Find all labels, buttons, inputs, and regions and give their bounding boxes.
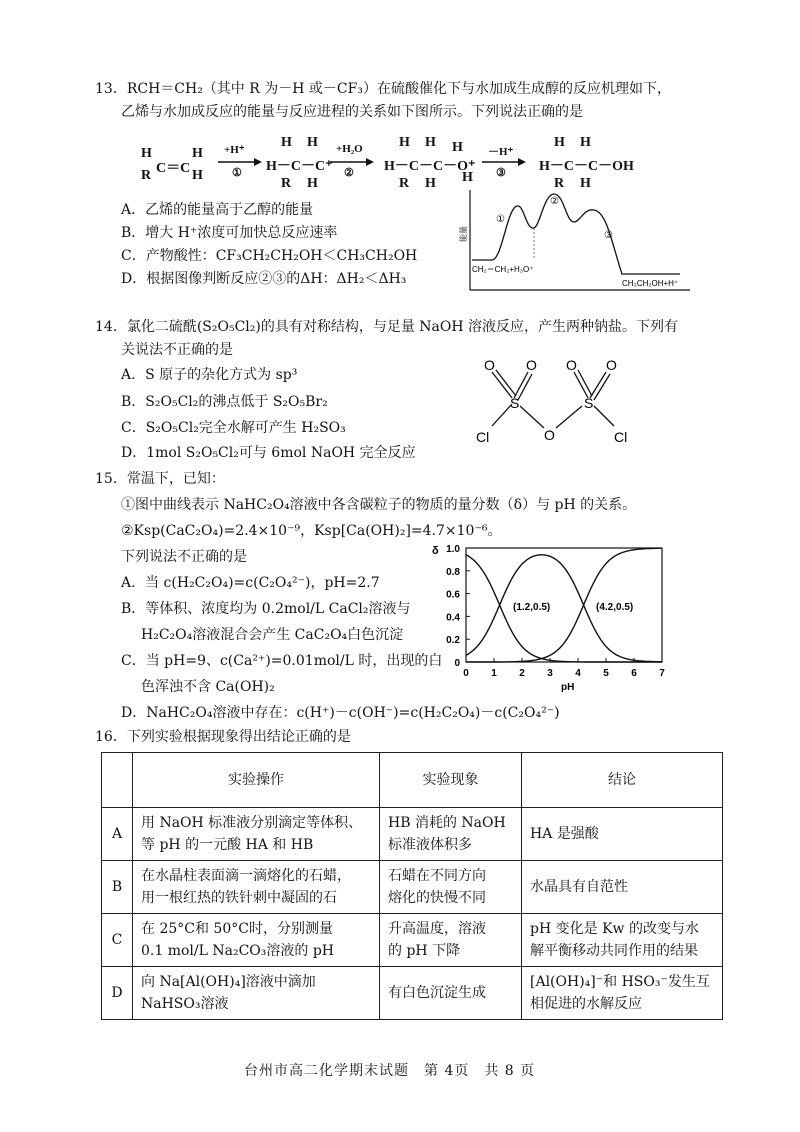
arrow2-step: ② [344,167,354,179]
table-header-row [102,753,723,808]
q16-stem: 16．下列实验根据现象得出结论正确的是 [95,729,351,745]
row-conclusion-line: HA 是强酸 [530,826,599,842]
row-label: D [102,967,133,1020]
struct-o4: O [606,357,617,373]
row-conclusion-line: 水晶具有自范性 [530,879,628,895]
x-tick-label: 7 [659,668,665,679]
energy-profile-chart [459,188,694,296]
row-observation-line: 有白色沉淀生成 [388,985,486,1001]
mech3-h-top2: H [425,135,436,150]
q15-option-a: A．当 c(H₂C₂O₄)=c(C₂O₄²⁻)，pH=2.7 [121,575,380,591]
mech-carbocation: H－C－C⁺ [266,159,333,174]
q13-option-c: C．产物酸性：CF₃CH₂CH₂OH＜CH₃CH₂OH [121,248,418,264]
struct-o3: O [566,357,577,373]
struct-s2: S [584,395,594,411]
mech-h3: H [192,168,203,183]
experiment-table [101,752,723,1020]
arrow2-icon [330,158,374,166]
annotation-pka1: (1.2,0.5) [513,602,551,613]
y-tick-label: 0 [454,658,460,669]
table-header-operation: 实验操作 [133,753,380,808]
q15-stem-line2: ①图中曲线表示 NaHC₂O₄溶液中各含碳粒子的物质的量分数（δ）与 pH 的关系。 [121,497,637,513]
row-observation [380,808,522,861]
y-tick-label: 0.2 [446,635,460,647]
table-header-blank [102,753,133,808]
x-tick-label: 1 [491,668,497,679]
row-observation [380,861,522,914]
energy-step3-label: ③ [604,230,613,241]
mech2-h-top2: H [307,135,318,150]
q14-stem-line1: 14．氯化二硫酰(S₂O₅Cl₂)的具有对称结构，与足量 NaOH 溶液反应，产生两种钠盐。下列有 [95,319,679,335]
row-observation-line: 标准液体积多 [388,837,472,853]
q15-option-c-line1: C．当 pH=9、c(Ca²⁺)=0.01mol/L 时，出现的白 [121,653,443,669]
q15-option-c-line2: 色浑浊不含 Ca(OH)₂ [141,679,275,695]
row-conclusion-line: pH 变化是 Kw 的改变与水 [530,921,699,937]
q13-stem-line2: 乙烯与水加成反应的能量与反应进程的关系如下图所示。下列说法正确的是 [121,104,583,120]
y-tick-label: 0.8 [446,566,460,578]
mech3-h-o1: H [452,140,463,155]
row-operation [133,861,380,914]
row-operation [133,808,380,861]
row-conclusion-line: 相促进的水解反应 [530,996,642,1012]
row-operation-line: 用 NaOH 标准液分别滴定等体积、 [141,815,363,831]
mech4-h-bot: H [580,176,591,191]
energy-y-label: 能量 [459,226,468,242]
row-observation-line: 熔化的快慢不同 [388,890,486,906]
chart-x-label: pH [561,682,575,693]
row-observation [380,967,522,1020]
arrow3-step: ③ [496,167,506,179]
q13-option-b: B．增大 H⁺浓度可加快总反应速率 [121,225,338,241]
mech3-h-top1: H [399,135,410,150]
table-row [102,914,723,967]
row-observation-line: 石蜡在不同方向 [388,868,486,884]
row-label: A [102,808,133,861]
mech3-h-bot: H [425,176,436,191]
arrow1-step: ① [232,167,242,179]
table-row [102,861,723,914]
struct-o1: O [484,357,495,373]
arrow3-reagent: －H⁺ [488,146,514,158]
mech-r: R [141,168,152,183]
row-operation-line: 0.1 mol/L Na₂CO₃溶液的 pH [141,943,334,959]
struct-cl1: Cl [476,429,490,445]
x-tick-label: 3 [547,668,553,679]
row-operation-line: 在水晶柱表面滴一滴熔化的石蜡， [141,868,351,884]
table-header-conclusion: 结论 [522,753,723,808]
struct-s1: S [510,395,520,411]
struct-o2: O [526,357,537,373]
x-tick-label: 5 [603,668,609,679]
x-tick-label: 0 [463,668,469,679]
table-header-observation: 实验现象 [380,753,522,808]
q14-option-c: C．S₂O₅Cl₂完全水解可产生 H₂SO₃ [121,420,346,436]
annotation-pka2: (4.2,0.5) [596,602,634,613]
mech-alcohol: H－C－C－OH [539,159,634,174]
mech-h: H [141,146,152,161]
row-observation-line: HB 消耗的 NaOH [388,815,506,831]
row-observation-line: 升高温度，溶液 [388,921,486,937]
energy-step1-label: ① [496,214,505,225]
row-operation-line: 等 pH 的一元酸 HA 和 HB [141,837,314,853]
mech4-h-top2: H [580,135,591,150]
row-operation-line: 在 25°C和 50°C时，分别测量 [141,921,333,937]
mech3-h-o2: H [462,170,473,185]
table-row [102,808,723,861]
mech4-r: R [554,176,565,191]
q15-stem-line4: 下列说法不正确的是 [121,549,247,565]
row-conclusion [522,967,723,1020]
mech2-r: R [281,176,292,191]
row-operation-line: 向 Na[Al(OH)₄]溶液中滴加 [141,974,316,990]
row-operation-line: NaHSO₃溶液 [141,996,229,1012]
s2o5cl2-structure [462,352,652,448]
y-tick-label: 1.0 [446,544,460,555]
x-tick-label: 4 [575,668,581,679]
arrow1-icon [218,158,262,166]
row-label: B [102,861,133,914]
energy-curve [472,194,680,274]
row-label: C [102,914,133,967]
mech2-h-top1: H [281,135,292,150]
row-operation [133,967,380,1020]
q13-stem-line1: 13．RCH＝CH₂（其中 R 为－H 或－CF₃）在硫酸催化下与水加成生成醇的反应机理如下， [95,81,671,97]
q15-option-b-line1: B．等体积、浓度均为 0.2mol/L CaCl₂溶液与 [121,601,411,617]
q13-option-a: A．乙烯的能量高于乙醇的能量 [121,202,314,218]
q15-option-b-line2: H₂C₂O₄溶液混合会产生 CaC₂O₄白色沉淀 [141,627,404,643]
y-tick-label: 0.6 [446,589,460,601]
row-conclusion [522,914,723,967]
arrow2-reagent: +H₂O [336,143,363,155]
mech-oxonium: H－C－C－O⁺ [384,159,476,174]
row-observation [380,914,522,967]
row-conclusion-line: [Al(OH)₄]⁻和 HSO₃⁻发生互 [530,974,710,990]
species-distribution-chart [428,540,678,694]
row-observation-line: 的 pH 下降 [388,943,461,959]
arrow1-reagent: +H⁺ [224,144,245,156]
table-row [102,967,723,1020]
q14-option-a: A．S 原子的杂化方式为 sp³ [121,367,298,383]
q13-option-d: D．根据图像判断反应②③的ΔH：ΔH₂＜ΔH₃ [121,271,407,287]
row-conclusion-line: 解平衡移动共同作用的结果 [530,943,698,959]
energy-step2-label: ② [550,196,559,207]
q14-option-d: D．1mol S₂O₅Cl₂可与 6mol NaOH 完全反应 [121,445,416,461]
struct-cl2: Cl [614,429,628,445]
row-operation [133,914,380,967]
q15-stem-line1: 15．常温下，已知： [95,471,225,487]
mech3-r: R [399,176,410,191]
chart-y-label: δ [432,545,439,557]
q15-stem-line3: ②Ksp(CaC₂O₄)=2.4×10⁻⁹，Ksp[Ca(OH)₂]=4.7×10⁻⁶。 [121,523,502,539]
q15-option-d: D．NaHC₂O₄溶液中存在：c(H⁺)－c(OH⁻)=c(H₂C₂O₄)－c(C₂O₄²⁻) [121,705,560,721]
mech4-h-top1: H [554,135,565,150]
x-tick-label: 6 [631,668,637,679]
q14-stem-line2: 关说法不正确的是 [121,342,233,358]
mech-h2: H [192,146,203,161]
q14-option-b: B．S₂O₅Cl₂的沸点低于 S₂O₅Br₂ [121,394,328,410]
row-operation-line: 用一根红热的铁针刺中凝固的石 [141,890,337,906]
mech2-h-bot: H [307,176,318,191]
y-tick-label: 0.4 [446,612,460,624]
struct-o-bridge: O [544,427,555,443]
row-conclusion [522,808,723,861]
mech-alkene: C＝C [156,161,191,176]
page-footer: 台州市高二化学期末试题 第 4页 共 8 页 [244,1063,536,1079]
arrow3-icon [482,158,526,166]
energy-end-label: CH₃CH₂OH+H⁺ [622,279,679,288]
x-tick-label: 2 [519,668,525,679]
energy-start-label: CH₂＝CH₂+H₃O⁺ [472,265,534,274]
row-conclusion [522,861,723,914]
